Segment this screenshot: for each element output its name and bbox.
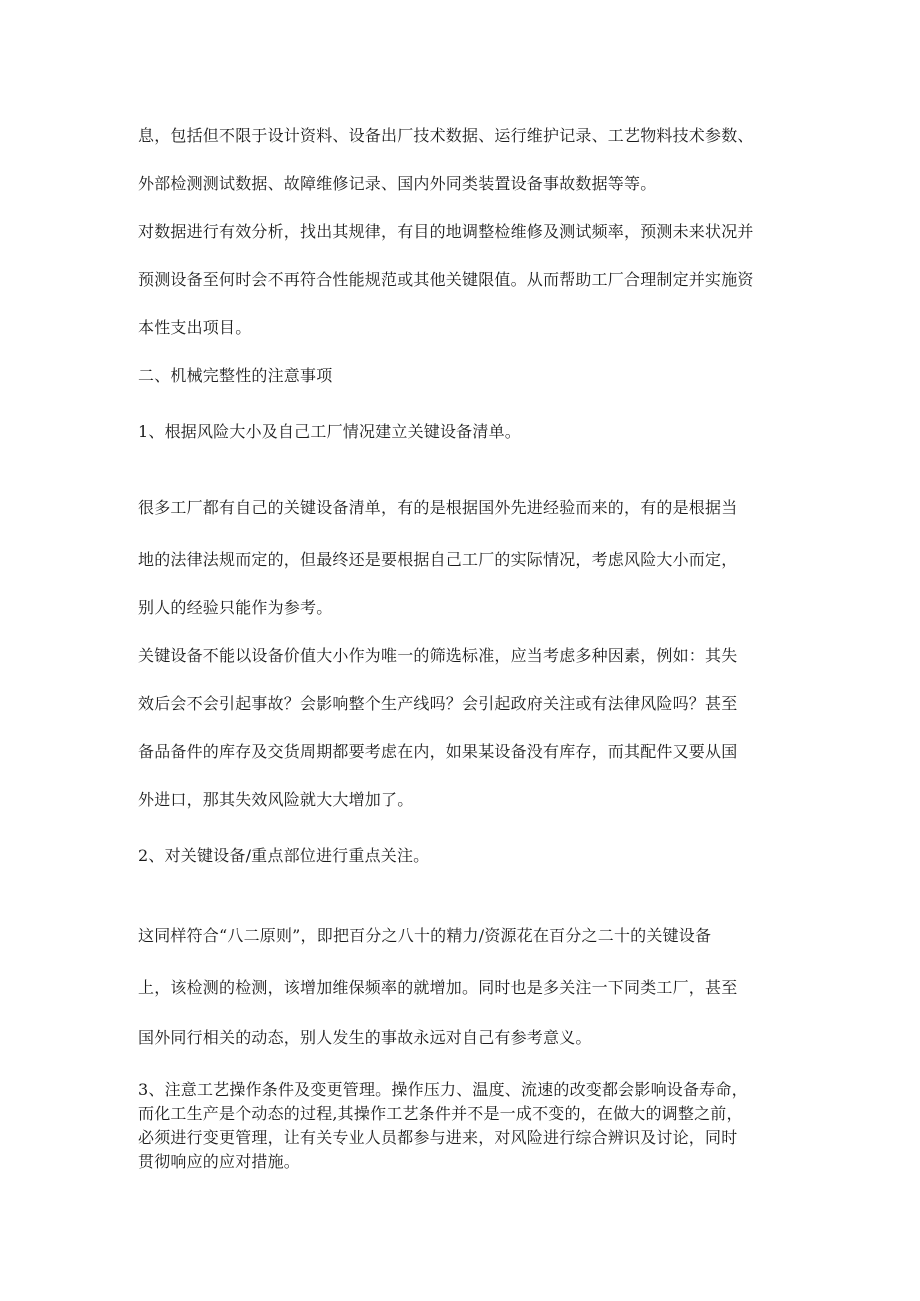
text-line: 本性支出项目。 [138, 318, 252, 337]
item-heading-2: 2、对关键设备/重点部位进行重点关注。 [138, 846, 430, 865]
text-line: 外部检测测试数据、故障维修记录、国内外同类装置设备事故数据等等。 [138, 174, 657, 193]
text-line: 息，包括但不限于设计资料、设备出厂技术数据、运行维护记录、工艺物料技术参数、 [138, 126, 754, 145]
text-line: 预测设备至何时会不再符合性能规范或其他关键限值。从而帮助工厂合理制定并实施资 [138, 270, 754, 289]
text-line: 对数据进行有效分析，找出其规律，有目的地调整检维修及测试频率，预测未来状况并 [138, 222, 754, 241]
text-line: 必须进行变更管理，让有关专业人员都参与进来，对风险进行综合辨识及讨论，同时 [138, 1128, 738, 1147]
text-line: 效后会不会引起事故？会影响整个生产线吗？会引起政府关注或有法律风险吗？甚至 [138, 694, 738, 713]
text-line: 国外同行相关的动态，别人发生的事故永远对自己有参考意义。 [138, 1028, 592, 1047]
text-line: 上，该检测的检测，该增加维保频率的就增加。同时也是多关注一下同类工厂，甚至 [138, 978, 738, 997]
section-heading: 二、机械完整性的注意事项 [138, 366, 333, 385]
item-heading-1: 1、根据风险大小及自己工厂情况建立关键设备清单。 [138, 422, 521, 441]
text-line: 很多工厂都有自己的关键设备清单，有的是根据国外先进经验而来的，有的是根据当 [138, 498, 738, 517]
text-line: 这同样符合“八二原则”，即把百分之八十的精力/资源花在百分之二十的关键设备 [138, 926, 712, 945]
text-line: 别人的经验只能作为参考。 [138, 598, 333, 617]
text-line: 备品备件的库存及交货周期都要考虑在内，如果某设备没有库存，而其配件又要从国 [138, 742, 738, 761]
text-line: 外进口，那其失效风险就大大增加了。 [138, 790, 414, 809]
text-line: 关键设备不能以设备价值大小作为唯一的筛选标准，应当考虑多种因素，例如：其失 [138, 646, 738, 665]
text-line: 地的法律法规而定的，但最终还是要根据自己工厂的实际情况，考虑风险大小而定， [138, 550, 738, 569]
text-line: 3、注意工艺操作条件及变更管理。操作压力、温度、流速的改变都会影响设备寿命， [138, 1080, 748, 1099]
text-line: 而化工生产是个动态的过程,其操作工艺条件并不是一成不变的，在做大的调整之前， [138, 1104, 743, 1123]
text-line: 贯彻响应的应对措施。 [138, 1152, 301, 1171]
